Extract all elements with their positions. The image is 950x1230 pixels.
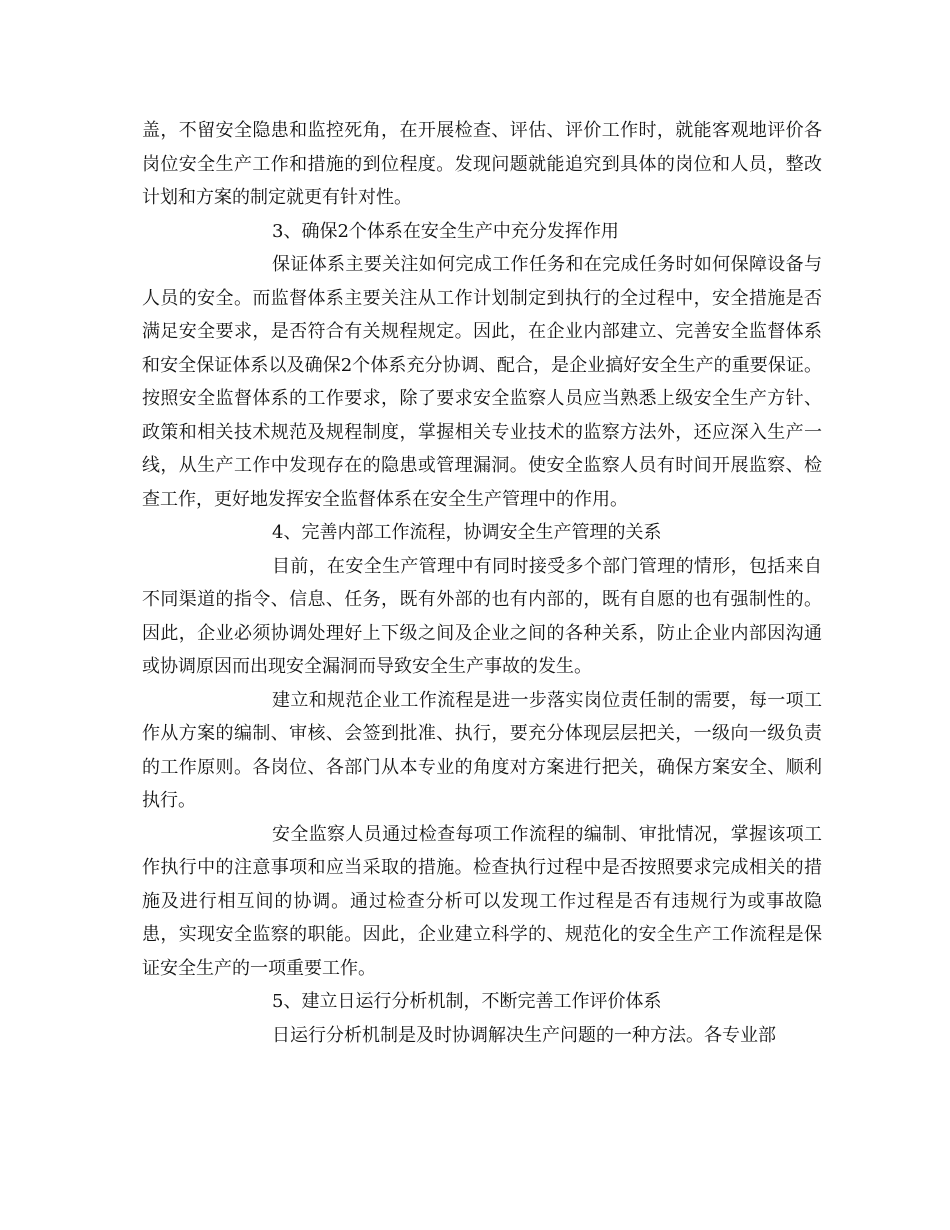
- paragraph: 建立和规范企业工作流程是进一步落实岗位责任制的需要，每一项工作从方案的编制、审核、会签到批准、执行，要充分体现层层把关，一级向一级负责的工作原则。各岗位、各部门从本专业的角度对方案进行把关，确保方案安全、顺利执行。: [142, 689, 822, 811]
- paragraph: 目前，在安全生产管理中有同时接受多个部门管理的情形，包括来自不同渠道的指令、信息、任务，既有外部的也有内部的，既有自愿的也有强制性的。因此，企业必须协调处理好上下级之间及企业之间的各种关系，防止企业内部因沟通或协调原因而出现安全漏洞而导致安全生产事故的发生。: [142, 555, 822, 677]
- paragraph: 安全监察人员通过检查每项工作流程的编制、审批情况，掌握该项工作执行中的注意事项和应当采取的措施。检查执行过程中是否按照要求完成相关的措施及进行相互间的协调。通过检查分析可以发现工作过程是否有违规行为或事故隐患，实现安全监察的职能。因此，企业建立科学的、规范化的安全生产工作流程是保证安全生产的一项重要工作。: [142, 823, 822, 979]
- paragraph-continuation: 盖，不留安全隐患和监控死角，在开展检查、评估、评价工作时，就能客观地评价各岗位安全生产工作和措施的到位程度。发现问题就能追究到具体的岗位和人员，整改计划和方案的制定就更有针对性。: [142, 120, 822, 208]
- section-heading-4: 4、完善内部工作流程，协调安全生产管理的关系: [272, 522, 662, 543]
- paragraph: 日运行分析机制是及时协调解决生产问题的一种方法。各专业部: [272, 1024, 776, 1046]
- section-heading-5: 5、建立日运行分析机制，不断完善工作评价体系: [272, 991, 662, 1012]
- section-heading-3: 3、确保2个体系在安全生产中充分发挥作用: [272, 220, 619, 242]
- document-body: [142, 114, 822, 1052]
- paragraph: 保证体系主要关注如何完成工作任务和在完成任务时如何保障设备与人员的安全。而监督体系主要关注从工作计划制定到执行的全过程中，安全措施是否满足安全要求，是否符合有关规程规定。因此，在企业内部建立、完善安全监督体系和安全保证体系以及确保2个体系充分协调、配合，是企业搞好安全生产的重要保证。按照安全监督体系的工作要求，除了要求安全监察人员应当熟悉上级安全生产方针、政策和相关技术规范及规程制度，掌握相关专业技术的监察方法外，还应深入生产一线，从生产工作中发现存在的隐患或管理漏洞。使安全监察人员有时间开展监察、检查工作，更好地发挥安全监督体系在安全生产管理中的作用。: [142, 254, 822, 510]
